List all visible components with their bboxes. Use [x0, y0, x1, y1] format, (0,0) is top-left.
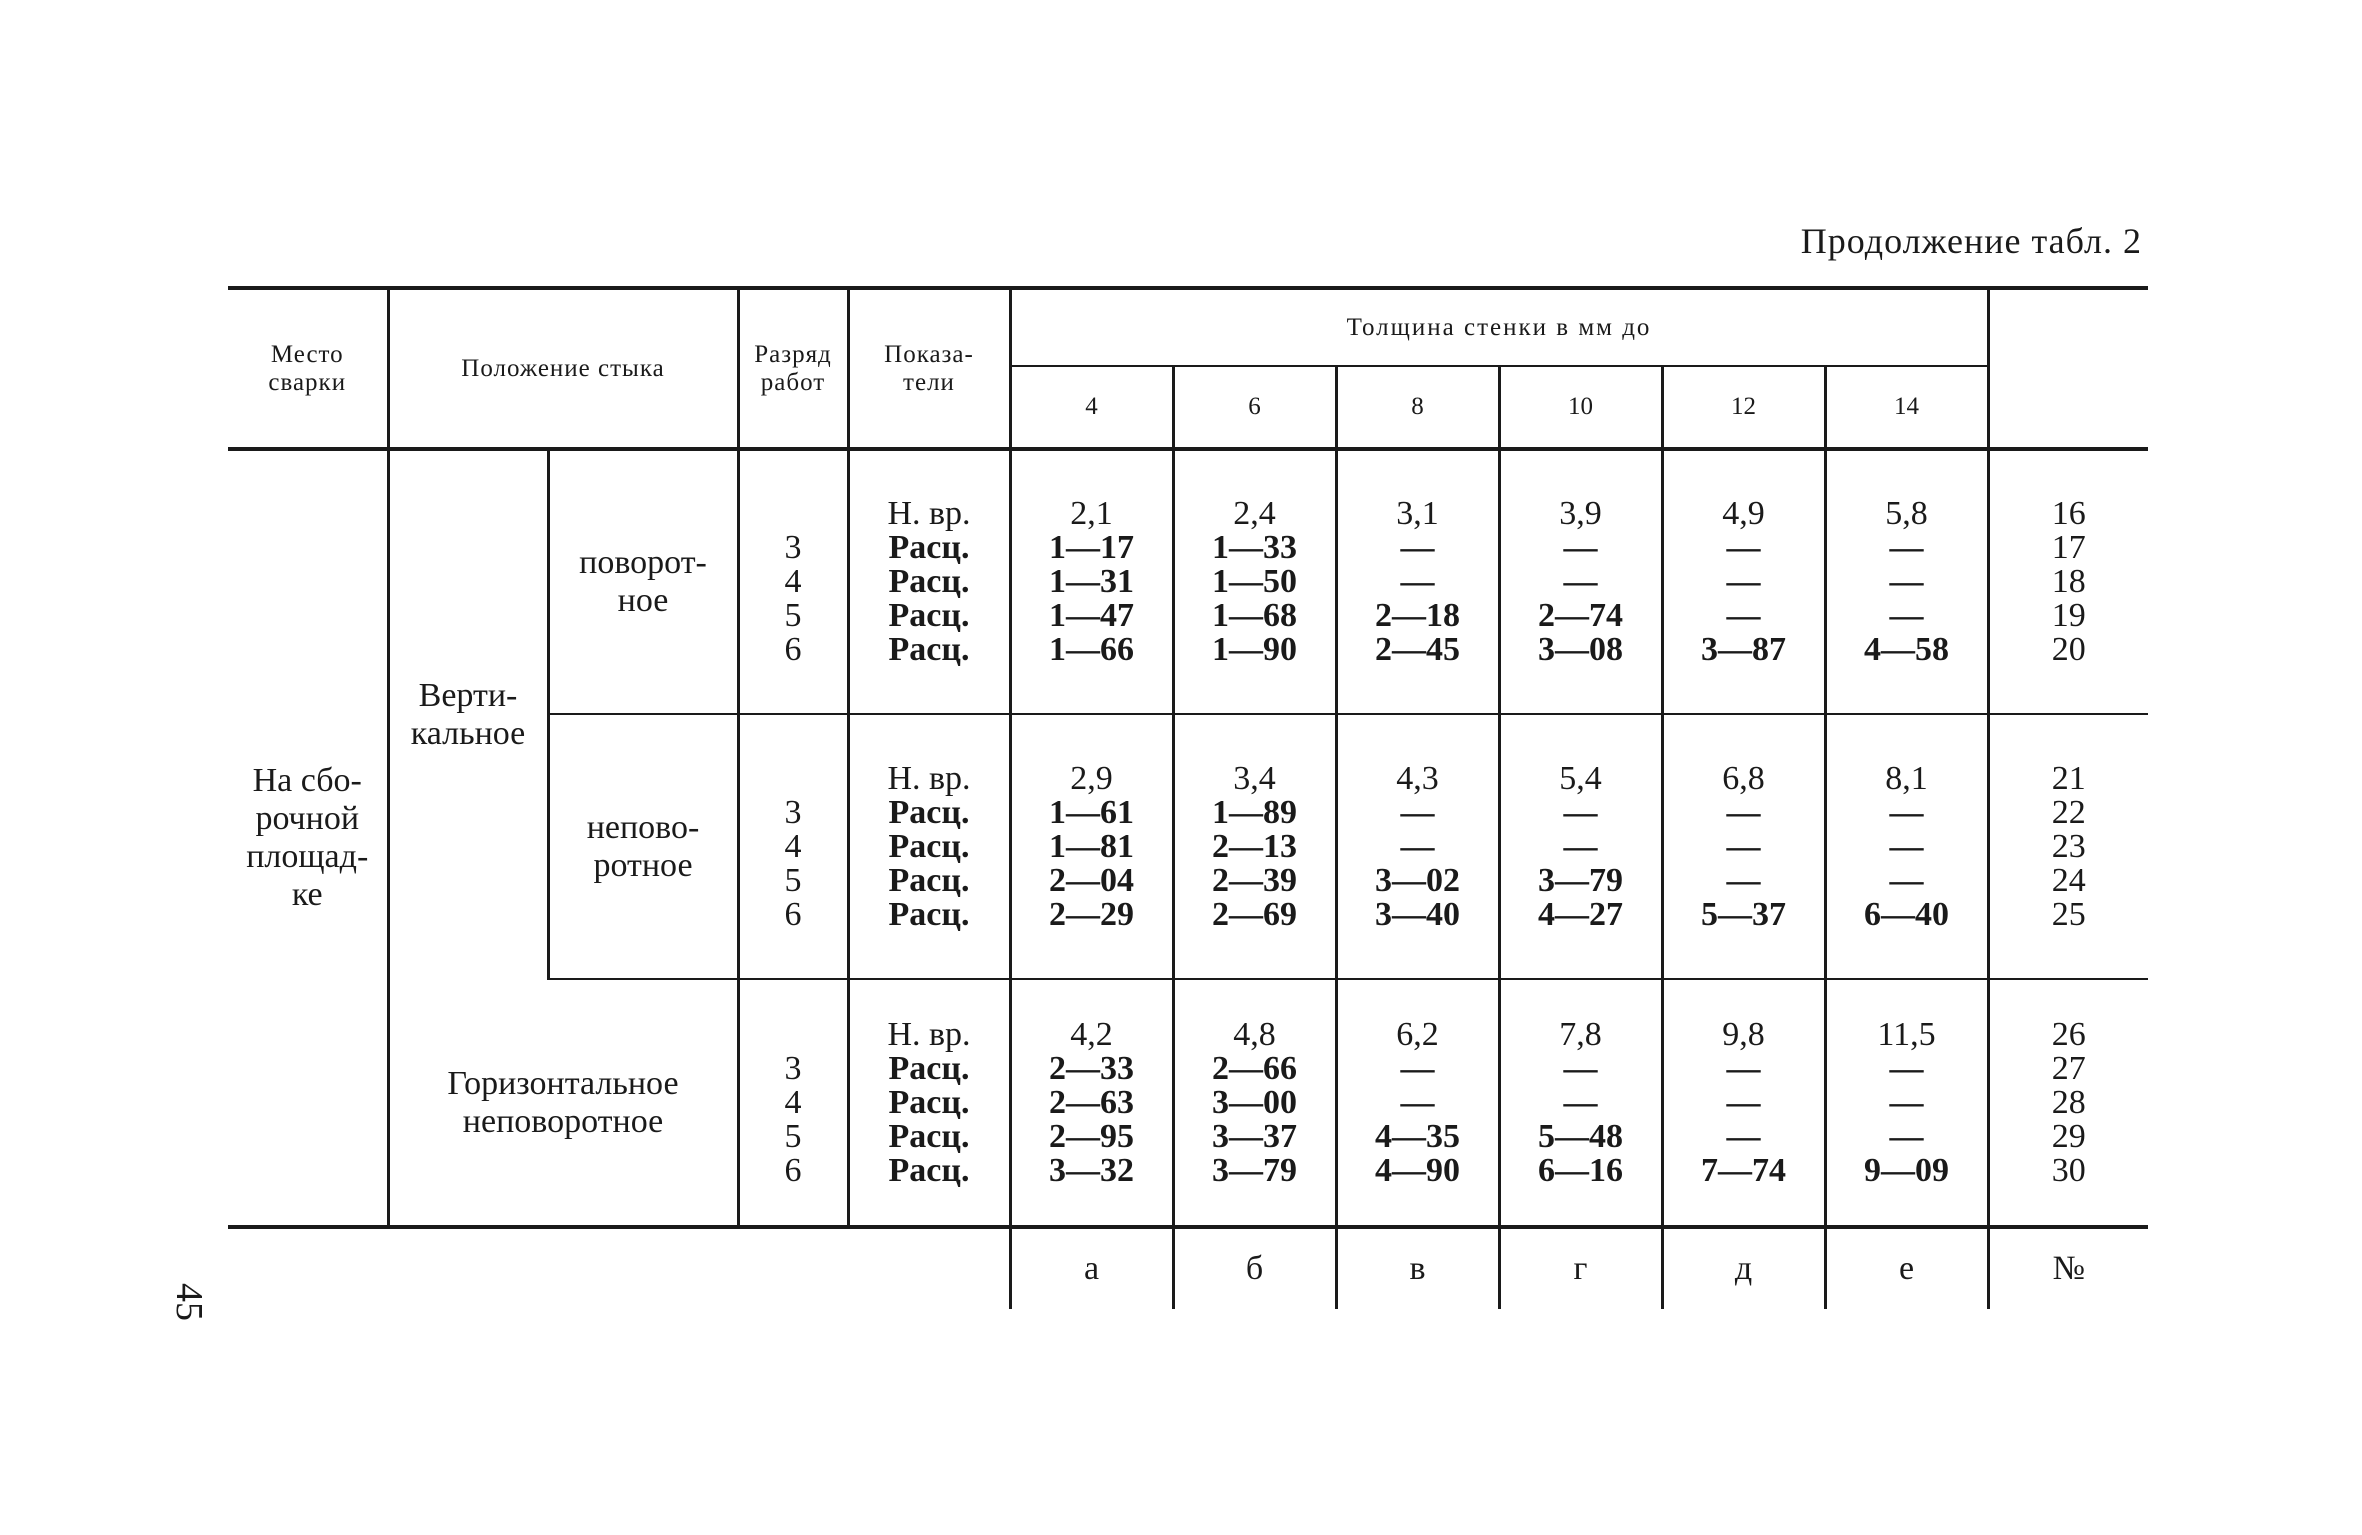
row-numbers-cell: 16 17 18 19 20 [1988, 449, 2148, 714]
group-label-2: Горизонтальное неповоротное [388, 979, 738, 1227]
value-cell: 4,9 — — — 3—87 [1662, 449, 1825, 714]
header-indicators: Показа-тели [848, 288, 1010, 449]
value-cell: 4,3 — — 3—02 3—40 [1336, 714, 1499, 979]
footer-letter: а [1010, 1227, 1173, 1309]
value-cell: 3,9 — — 2—74 3—08 [1499, 449, 1662, 714]
norms-table [228, 286, 2148, 1309]
value-cell: 2,1 1—17 1—31 1—47 1—66 [1010, 449, 1173, 714]
place-cell: На сбо-рочной площад-ке [228, 449, 388, 1227]
footer-letter: е [1825, 1227, 1988, 1309]
header-thickness: Толщина стенки в мм до [1010, 288, 1988, 366]
header-grade: Разряд работ [738, 288, 848, 449]
group-label-0: поворот-ное [548, 449, 738, 714]
value-cell: 3,1 — — 2—18 2—45 [1336, 449, 1499, 714]
value-cell: 9,8 — — — 7—74 [1662, 979, 1825, 1227]
thickness-col-14: 14 [1825, 366, 1988, 449]
value-cell: 6,8 — — — 5—37 [1662, 714, 1825, 979]
indicators-cell: Н. вр. Расц. Расц. Расц. Расц. [848, 979, 1010, 1227]
value-cell: 6,2 — — 4—35 4—90 [1336, 979, 1499, 1227]
footer-letter: д [1662, 1227, 1825, 1309]
header-position: Положение стыка [388, 288, 738, 449]
table-caption: Продолжение табл. 2 [1800, 221, 2142, 261]
value-cell: 3,4 1—89 2—13 2—39 2—69 [1173, 714, 1336, 979]
thickness-col-8: 8 [1336, 366, 1499, 449]
group-label-1: непово-ротное [548, 714, 738, 979]
value-cell: 2,4 1—33 1—50 1—68 1—90 [1173, 449, 1336, 714]
thickness-col-10: 10 [1499, 366, 1662, 449]
value-cell: 4,8 2—66 3—00 3—37 3—79 [1173, 979, 1336, 1227]
footer-letter: в [1336, 1227, 1499, 1309]
value-cell: 7,8 — — 5—48 6—16 [1499, 979, 1662, 1227]
value-cell: 11,5 — — — 9—09 [1825, 979, 1988, 1227]
footer-letter: г [1499, 1227, 1662, 1309]
footer-blank [228, 1227, 1010, 1309]
thickness-col-12: 12 [1662, 366, 1825, 449]
row-numbers-cell: 21 22 23 24 25 [1988, 714, 2148, 979]
footer-letter: б [1173, 1227, 1336, 1309]
page-number: 45 [168, 1283, 210, 1321]
grades-cell: 3 4 5 6 [738, 449, 848, 714]
grades-cell: 3 4 5 6 [738, 979, 848, 1227]
vertical-cell: Верти-кальное [388, 449, 548, 979]
value-cell: 4,2 2—33 2—63 2—95 3—32 [1010, 979, 1173, 1227]
row-numbers-cell: 26 27 28 29 30 [1988, 979, 2148, 1227]
thickness-col-6: 6 [1173, 366, 1336, 449]
value-cell: 5,8 — — — 4—58 [1825, 449, 1988, 714]
grades-cell: 3 4 5 6 [738, 714, 848, 979]
value-cell: 2,9 1—61 1—81 2—04 2—29 [1010, 714, 1173, 979]
value-cell: 8,1 — — — 6—40 [1825, 714, 1988, 979]
indicators-cell: Н. вр. Расц. Расц. Расц. Расц. [848, 714, 1010, 979]
header-num-col [1988, 288, 2148, 449]
indicators-cell: Н. вр. Расц. Расц. Расц. Расц. [848, 449, 1010, 714]
value-cell: 5,4 — — 3—79 4—27 [1499, 714, 1662, 979]
header-place: Место сварки [228, 288, 388, 449]
thickness-col-4: 4 [1010, 366, 1173, 449]
footer-number-sign: № [1988, 1227, 2148, 1309]
